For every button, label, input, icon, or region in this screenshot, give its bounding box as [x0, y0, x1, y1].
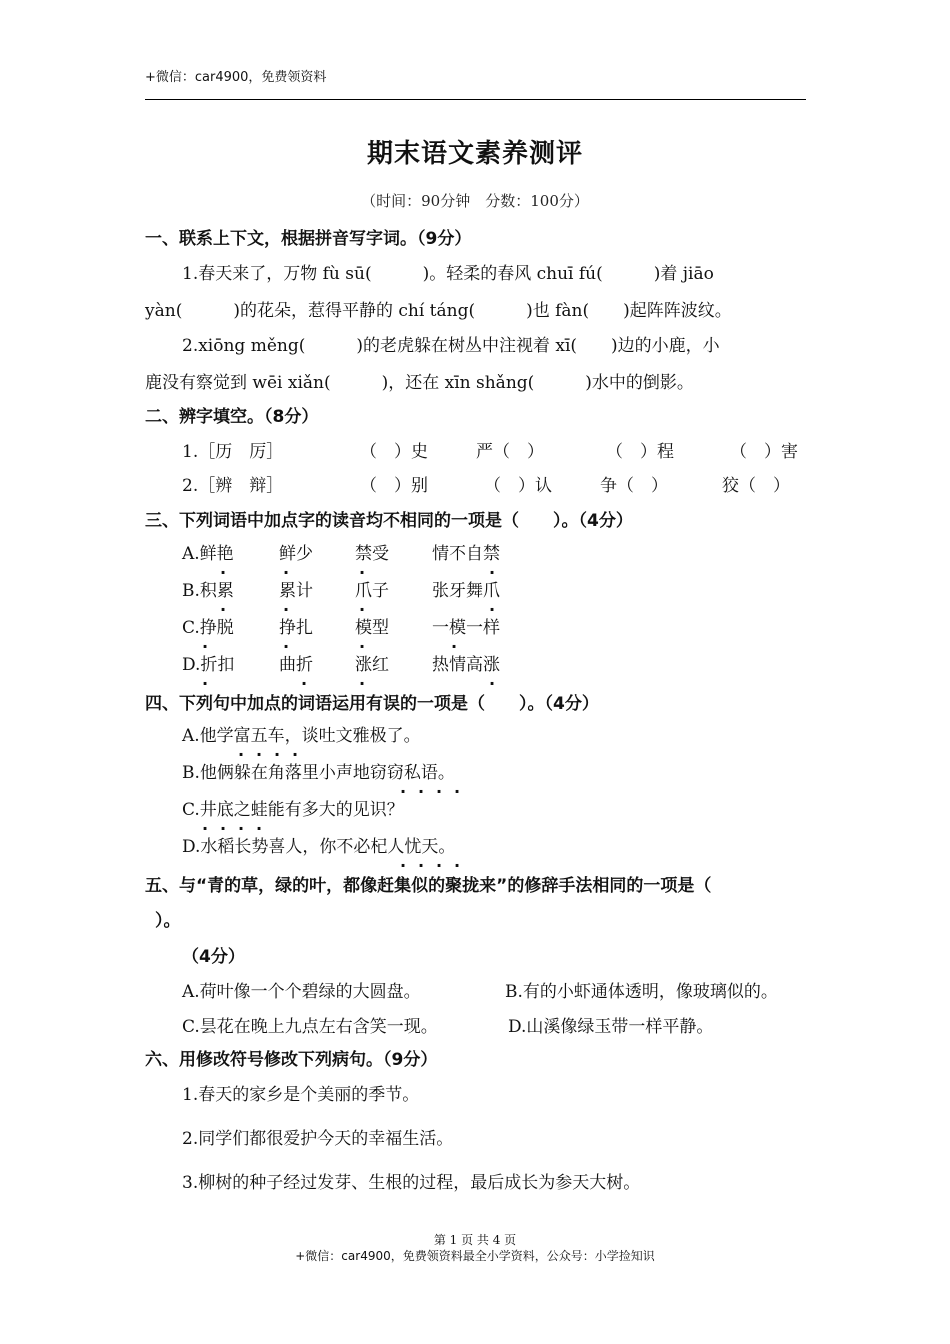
emphasis-dot: · — [400, 856, 407, 875]
s4-option-b: B.他俩躲在角落里小声地窃窃私语。 — [182, 763, 455, 783]
s2-r1-blank-1: （ ）史 — [360, 442, 428, 462]
s3-d-word-3: 涨红 — [355, 655, 389, 675]
s3-b-word-4: 张牙舞爪 — [432, 581, 500, 601]
emphasis-dot: · — [359, 674, 366, 693]
s2-r1-chars: 1.［历 厉］ — [182, 442, 284, 462]
emphasis-dot: · — [359, 637, 366, 656]
emphasis-dot: · — [256, 745, 263, 764]
s3-d-word-4: 热情高涨 — [432, 655, 500, 675]
s3-d-word-2: 曲折 — [279, 655, 313, 675]
header-watermark: +微信：car4900，免费领资料 — [145, 70, 327, 85]
emphasis-dot: · — [283, 637, 290, 656]
s5-option-c: C.昙花在晚上九点左右含笑一现。 — [182, 1017, 438, 1037]
emphasis-dot: · — [274, 745, 281, 764]
s3-c-word-2: 挣扎 — [279, 618, 313, 638]
emphasis-dot: · — [489, 674, 496, 693]
s2-r1-blank-4: （ ）害 — [730, 442, 798, 462]
section-5-score: （4分） — [182, 947, 245, 967]
emphasis-dot: · — [418, 856, 425, 875]
emphasis-dot: · — [451, 637, 458, 656]
s3-c-word-4: 一模一样 — [432, 618, 500, 638]
emphasis-dot: · — [202, 674, 209, 693]
emphasis-dot: · — [256, 819, 263, 838]
emphasis-dot: · — [489, 600, 496, 619]
s4-option-c: C.井底之蛙能有多大的见识？ — [182, 800, 404, 820]
s3-d-word-1: D.折扣 — [182, 655, 235, 675]
exam-info: （时间：90分钟 分数：100分） — [361, 192, 589, 210]
emphasis-dot: · — [359, 563, 366, 582]
s1-line-1: 1.春天来了，万物 fù sū( )。轻柔的春风 chuī fú( )着 jiāo — [182, 264, 714, 284]
page-title: 期末语文素养测评 — [366, 139, 583, 169]
s3-c-word-3: 模型 — [355, 618, 389, 638]
s2-r2-chars: 2.［辨 辩］ — [182, 476, 284, 496]
emphasis-dot: · — [400, 782, 407, 801]
s4-option-a: A.他学富五车，谈吐文雅极了。 — [182, 726, 421, 746]
emphasis-dot: · — [283, 563, 290, 582]
header-rule — [145, 99, 806, 100]
emphasis-dot: · — [202, 819, 209, 838]
emphasis-dot: · — [292, 745, 299, 764]
s5-option-d: D.山溪像绿玉带一样平静。 — [508, 1017, 714, 1037]
s6-sentence-3: 3.柳树的种子经过发芽、生根的过程，最后成长为参天大树。 — [182, 1173, 641, 1193]
emphasis-dot: · — [220, 563, 227, 582]
emphasis-dot: · — [454, 782, 461, 801]
s2-r1-blank-3: （ ）程 — [606, 442, 674, 462]
emphasis-dot: · — [489, 563, 496, 582]
emphasis-dot: · — [238, 745, 245, 764]
emphasis-dot: · — [359, 600, 366, 619]
section-5-heading-cont: ）。 — [155, 911, 181, 931]
s2-r2-blank-4: 狡（ ） — [722, 476, 790, 496]
section-6-heading: 六、用修改符号修改下列病句。（9分） — [145, 1050, 438, 1070]
emphasis-dot: · — [454, 856, 461, 875]
s1-line-3: 2.xiōng měng( )的老虎躲在树丛中注视着 xī( )边的小鹿，小 — [182, 336, 720, 356]
page-number: 第 1 页 共 4 页 — [433, 1233, 517, 1247]
s3-a-word-2: 鲜少 — [279, 544, 313, 564]
section-1-heading: 一、联系上下文，根据拼音写字词。（9分） — [145, 229, 472, 249]
emphasis-dot: · — [202, 637, 209, 656]
emphasis-dot: · — [436, 782, 443, 801]
s2-r2-blank-2: （ ）认 — [484, 476, 552, 496]
emphasis-dot: · — [283, 600, 290, 619]
s5-option-b: B.有的小虾通体透明，像玻璃似的。 — [505, 982, 778, 1002]
s3-b-word-1: B.积累 — [182, 581, 234, 601]
s3-b-word-3: 爪子 — [355, 581, 389, 601]
section-4-heading: 四、下列句中加点的词语运用有误的一项是（ ）。（4分） — [145, 694, 599, 714]
s3-a-word-1: A.鲜艳 — [182, 544, 234, 564]
s1-line-4: 鹿没有察觉到 wēi xiǎn( )，还在 xīn shǎng( )水中的倒影。 — [145, 373, 694, 393]
section-3-heading: 三、下列词语中加点字的读音均不相同的一项是（ ）。（4分） — [145, 511, 633, 531]
s2-r2-blank-3: 争（ ） — [600, 476, 668, 496]
s3-b-word-2: 累计 — [279, 581, 313, 601]
s6-sentence-1: 1.春天的家乡是个美丽的季节。 — [182, 1085, 420, 1105]
section-5-heading: 五、与“青的草，绿的叶，都像赶集似的聚拢来”的修辞手法相同的一项是（ — [145, 876, 712, 896]
s6-sentence-2: 2.同学们都很爱护今天的幸福生活。 — [182, 1129, 454, 1149]
s5-option-a: A.荷叶像一个个碧绿的大圆盘。 — [182, 982, 421, 1002]
emphasis-dot: · — [436, 856, 443, 875]
s4-option-d: D.水稻长势喜人，你不必杞人忧天。 — [182, 837, 456, 857]
s3-a-word-3: 禁受 — [355, 544, 389, 564]
footer-watermark: +微信：car4900，免费领资料最全小学资料，公众号：小学捡知识 — [295, 1249, 655, 1263]
section-2-heading: 二、辨字填空。（8分） — [145, 407, 319, 427]
s1-line-2: yàn( )的花朵，惹得平静的 chí táng( )也 fàn( )起阵阵波纹。 — [145, 301, 732, 321]
s2-r1-blank-2: 严（ ） — [476, 442, 544, 462]
emphasis-dot: · — [301, 674, 308, 693]
s3-c-word-1: C.挣脱 — [182, 618, 234, 638]
emphasis-dot: · — [220, 600, 227, 619]
emphasis-dot: · — [220, 819, 227, 838]
s3-a-word-4: 情不自禁 — [432, 544, 500, 564]
emphasis-dot: · — [238, 819, 245, 838]
s2-r2-blank-1: （ ）别 — [360, 476, 428, 496]
emphasis-dot: · — [418, 782, 425, 801]
